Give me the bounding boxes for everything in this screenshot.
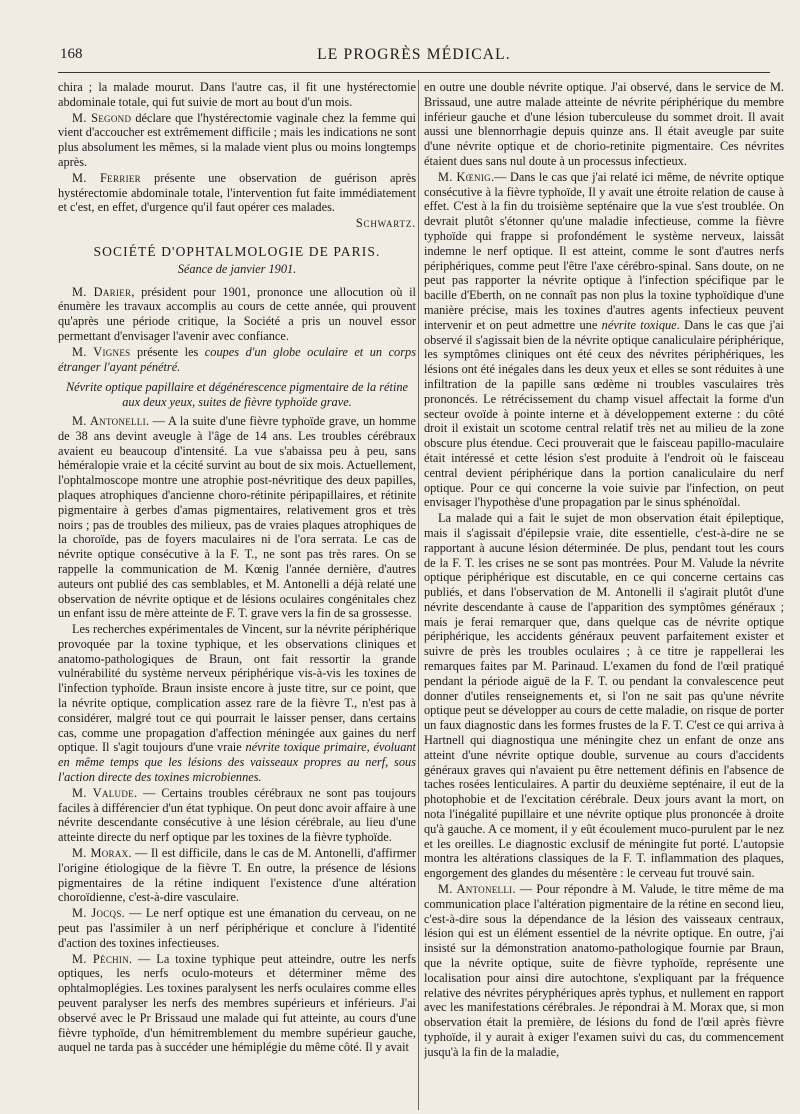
speaker-name: M. Vignes xyxy=(72,344,131,359)
paragraph: La malade qui a fait le sujet de mon observation était épileptique, mais il s'agissait d'épilepsie vraie, dite essentielle, c'est-à-dire ne se rapportant à aucune lésion déterminée. De plus, pendant tout les cours de la F. T. les crises ne se sont pas montrées. Pour M. Valude la névrite optique périphérique est discutable, en ce qui concerne certains cas publiés, et dans l'observation de M. Antonelli il s'agirait plutôt d'une névrite descendante à cause de l'apparition des symptômes généraux ; mais je ferai remarquer que, dans quelque cas de névrite optique périphérique, les accidents généraux peuvent parfaitement exister et suivre de près les troubles oculaires ; à ce titre je rappellerai les remarques faites par M. Parinaud. L'examen du fond de l'œil pratiqué pendant la période aiguë de la F. T. ou pendant la convalescence peut donner d'utiles renseignements et, si l'on ne sait pas qu'une névrite optique peut se développer au cours de cette maladie, on risque de porter un faux diagnostic dans les formes frustes de la F. T. C'est ce qui arriva à Hartnell qui diagnostiqua une méningite chez un enfant de onze ans atteint d'une névrite optique double, survenue au cours d'accidents généraux graves qui n'avaient pu être nettement définis en l'absence de taches rosées lenticulaires. A partir du deuxième septénaire, il eut de la photophobie et de l'excitation cérébrale. Deux jours avant la mort, on nota l'inégalité pupillaire et une névrite optique plus prononcée à droite qu'à gauche. A ce moment, il y eût écoulement muco-purulent par le nez et les oreilles. Le diagnostic exclusif de méningite fut porté. L'autopsie montra les altérations classiques de la F. T. inflammation des plaques, engorgement des glandes du mésentère : le cerveau fut trouvé sain. xyxy=(424,511,784,881)
paragraph: M. Valude. — Certains troubles cérébraux ne sont pas toujours faciles à différencier d'un état typhique. On peut donc avoir affaire à une névrite descendante consécutive à une lésion cérébrale, au lieu d'une atteinte directe du nerf optique par les toxines de la fièvre typhoïde. xyxy=(58,785,416,845)
running-title: LE PROGRÈS MÉDICAL. xyxy=(317,46,511,63)
paragraph: en outre une double névrite optique. J'ai observé, dans le service de M. Brissaud, une autre malade atteinte de névrite périphérique du membre inférieur gauche et d'une lésion tuberculeuse du sommet droit. Il avait aussi une blennorrhagie depuis quinze ans. Il était aveugle par suite d'une névrite optique et de chorio-retinite pigmentaire. Ces névrites étaient dues sans nul doute à un processus infectieux. xyxy=(424,80,784,168)
speaker-name: M. Péchin xyxy=(72,951,130,966)
speaker-name: M. Segond xyxy=(72,110,132,125)
paragraph: M. Kœnig.— Dans le cas que j'ai relaté ici même, de névrite optique consécutive à la fièvre typhoïde, Il y avait une étroite relation de cause à effet. C'est à la fin du troisième septénaire que la vue s'est troublée. On devrait plutôt s'étonner qu'une maladie infectieuse, comme la fièvre typhoïde qui frappe si profondément le système nerveux, laissât indemne le nerf optique. Il est atteint, comme le sont d'autres nerfs périphériques, comme peut l'être l'axe cérébro-spinal. Sans doute, on ne peut pas rapporter la névrite optique à l'infection spécifique par le bacille d'Eberth, on ne connaît pas non plus la toxine typhoïdique d'une manière précise, mais les toxines d'autres agents infectieux peuvent intervenir et on peut admettre une névrite toxique. Dans le cas que j'ai observé il s'agissait bien de la névrite optique canaliculaire périphérique, les symptômes cliniques ont été ceux des névrites périphériques, les lésions ont été inégales dans les deux yeux et elles se sont réduites à une infiltration de la papille sans œdème ni troubles vasculaires très prononcés. Le rétrécissement du champ visuel affectait la forme d'un secteur ovoïde à pointe interne et à développement externe : du côté droit il existait un scotome central relatif très net au milieu de la zone obscure plus étendue. Ceci prouverait que le faisceau papillo-maculaire était intéressé et cette lésion s'est produite à l'endroit où le faisceau central devient périphérique dans la portion canaliculaire du nerf optique. Pour ce qui concerne la voie suivie par l'infection, on peut envisager l'hypothèse d'une propagation par le sinus sphénoïdal. xyxy=(424,169,784,510)
paragraph: M. Darier, président pour 1901, prononce une allocution où il énumère les travaux accomplis au cours de cette année, qui prouvent qu'après une période critique, la Société a pris un nouvel essor permettant d'envisager l'avenir avec confiance. xyxy=(58,284,416,343)
paragraph: M. Vignes présente les coupes d'un globe oculaire et un corps étranger l'ayant pénétré. xyxy=(58,344,416,374)
session-date: Séance de janvier 1901. xyxy=(177,261,297,276)
paragraph: M. Péchin. — La toxine typhique peut atteindre, outre les nerfs optiques, les nerfs oculo-moteurs et déterminer même des ophtalmoplégies. Les toxines paralysent les nerfs oculaires comme elles peuvent paralyser les nerfs des membres supérieurs et inférieurs. J'ai observé avec le Pr Brissaud une malade qui fut atteinte, au cours d'une fièvre typhoïde, d'un hémitremblement du membre supérieur gauche, auquel ne tarda pas à succéder une hémiplégie du même côté. Il y avait xyxy=(58,951,416,1055)
page-header xyxy=(58,46,770,68)
speaker-name: M. Antonelli xyxy=(72,413,146,428)
paragraph: M. Morax. — Il est difficile, dans le cas de M. Antonelli, d'affirmer l'origine étiologique de la fièvre T. En outre, la présence de lésions pigmentaires de la rétine indiquent l'existence d'une altération choroïdienne, c'est-à-dire vasculaire. xyxy=(58,846,416,905)
paragraph: M. Ferrier présente une observation de guérison après hystérectomie abdominale totale, l'intervention fut faite immédiatement et c'est, en effet, d'urgence qu'il faut opérer ces malades. xyxy=(58,170,416,215)
communication-title: Névrite optique papillaire et dégénérescence pigmentaire de la rétine aux deux yeux, suites de fièvre typhoïde grave. xyxy=(65,380,409,410)
paragraph: M. Antonelli. — Pour répondre à M. Valude, le titre même de ma communication place l'altération pigmentaire de la rétine en second lieu, c'est-à-dire sous la dépendance de la lésion des vaisseaux centraux, lésion qui est un élément essentiel de la névrite optique. En outre, j'ai insisté sur la démonstration anatomo-pathologique fournie par Braun, que la névrite optique, suite de fièvre typhoïde, représente une localisation pour ainsi dire autochtone, s'expliquant par la fréquence relative des névrites péryphériques après typhus, et nullement en rapport avec les manifestations cérébrales. Je répondrai à M. Morax que, si mon observation était la première, de lésions du fond de l'œil après fièvre typhoïde, il y aurait à exiger l'examen suivi du cas, du commencement jusqu'à la fin de la maladie, xyxy=(424,882,784,1059)
right-column xyxy=(424,80,784,1110)
section-title: SOCIÉTÉ D'OPHTALMOLOGIE DE PARIS. xyxy=(93,243,381,259)
paragraph: chira ; la malade mourut. Dans l'autre cas, il fit une hystérectomie abdominale totale, qui fut suivie de mort au bout d'un mois. xyxy=(58,80,416,109)
paragraph: Les recherches expérimentales de Vincent, sur la névrite périphérique provoquée par la toxine typhique, et les observations cliniques et anatomo-pathologiques de Braun, ont fait ressortir la grande vulnérabilité du système nerveux périphérique vis-à-vis les toxines de l'infection typhoïde. Braun insiste encore à juste titre, sur ce point, que la névrite optique, complication assez rare de la fièvre T., n'est pas à considérer, malgré tout ce qui pourrait le laisser penser, dans certains cas, comme une propagation d'affection méningée aux gaines du nerf optique. Il s'agit toujours d'une vraie névrite toxique primaire, évoluant en même temps que les lésions des vaisseaux propres au nerf, sous l'action directe des toxines microbiennes. xyxy=(58,622,416,785)
paragraph: M. Jocqs. — Le nerf optique est une émanation du cerveau, on ne peut pas l'assimiler à un nerf périphérique et conclure à l'identité d'action des toxines infectieuses. xyxy=(58,906,416,950)
speaker-name: M. Ferrier xyxy=(72,170,141,185)
header-rule xyxy=(58,72,770,73)
paragraph: M. Segond déclare que l'hystérectomie vaginale chez la femme qui vient d'accoucher est extrêmement difficile ; mais les indications ne sont plus absolument les mêmes, si la malade vient plus ou moins longtemps après. xyxy=(58,110,416,169)
signature: Schwartz. xyxy=(355,216,416,231)
speaker-name: M. Kœnig xyxy=(438,169,491,184)
speaker-name: M. Valude xyxy=(72,785,134,800)
page-number: 168 xyxy=(60,46,83,62)
speaker-name: M. Jocqs xyxy=(72,906,122,921)
speaker-name: M. Morax xyxy=(72,846,129,861)
column-divider xyxy=(418,80,419,1110)
left-column xyxy=(58,80,416,1110)
speaker-name: M. Darier xyxy=(72,284,132,299)
speaker-name: M. Antonelli xyxy=(438,882,513,897)
paragraph: M. Antonelli. — A la suite d'une fièvre typhoïde grave, un homme de 38 ans devint aveugle à l'âge de 14 ans. Les troubles cérébraux avaient eu beaucoup d'intensité. La vue s'abaissa peu à peu, sans héméralopie vraie et la cécité survint au bout de six mois. Actuellement, l'ophtalmoscope montre une atrophie post-névritique des deux papilles, plaques atrophiques d'ancienne choro-rétinite péripapillaires, et rétinite pigmentaire à gerbes d'amas pigmentaires, relativement gros et très noirs ; pas de troubles des milieux, pas de vraies plaques atrophiques de la choroïde, pas de foyers maculaires ni de l'ora serrata. Le cas de névrite optique consécutive à la F. T., ne sont pas très rares. On se rappelle la communication de M. Kœnig l'année dernière, d'autres auteurs ont publié des cas semblables, et M. Antonelli a déjà relaté une observation de névrite optique et de lésions oculaires congénitales chez un enfant issu de mère atteinte de F. T. grave vers la fin de sa grossesse. xyxy=(58,413,416,621)
